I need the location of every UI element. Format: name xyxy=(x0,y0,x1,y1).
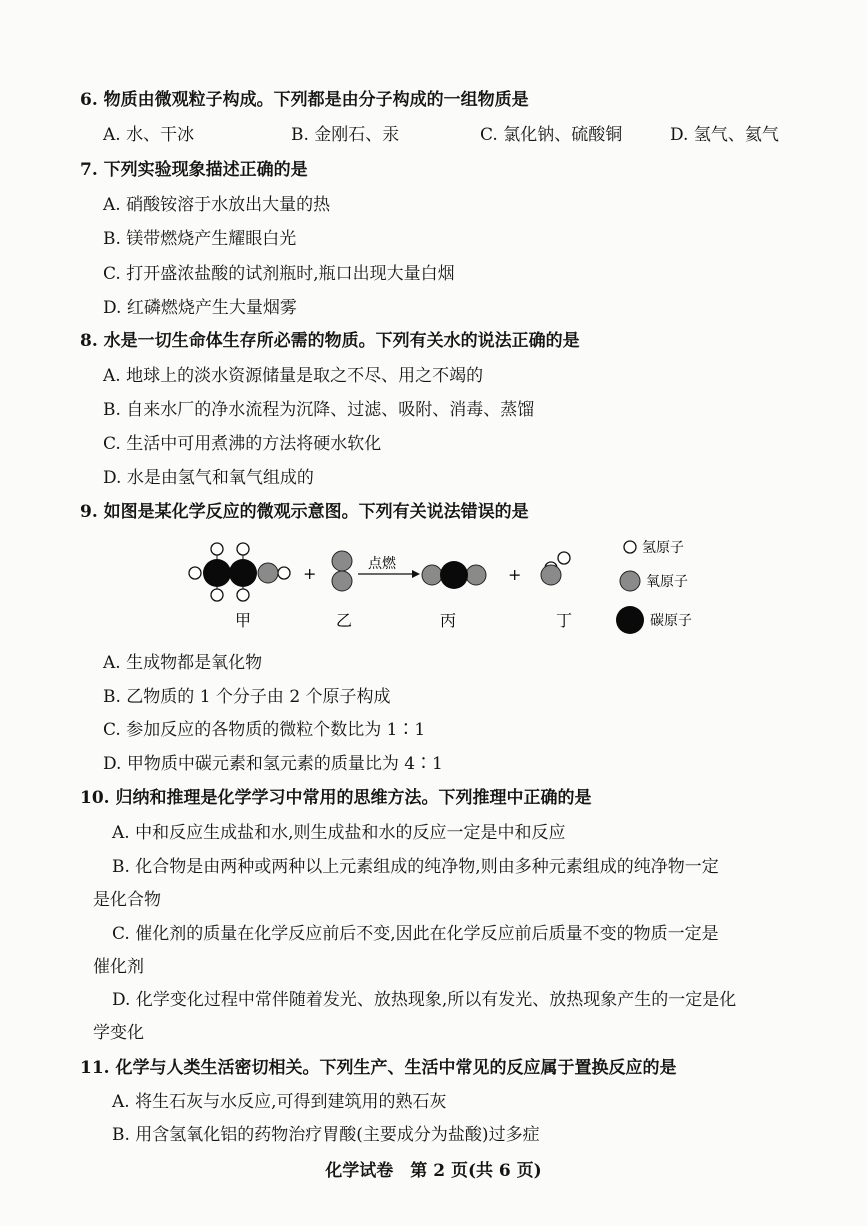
question-10-option-b: B. 化合物是由两种或两种以上元素组成的纯净物,则由多种元素组成的纯净物一定 xyxy=(112,857,719,877)
question-7-option-b: B. 镁带燃烧产生耀眼白光 xyxy=(103,229,297,249)
oxygen-atom xyxy=(332,551,352,571)
label-yi: 乙 xyxy=(336,611,353,630)
question-9-option-b: B. 乙物质的 1 个分子由 2 个原子构成 xyxy=(103,687,391,707)
question-8-stem: 8. 水是一切生命体生存所必需的物质。下列有关水的说法正确的是 xyxy=(80,331,580,351)
oxygen-atom xyxy=(422,565,442,585)
question-10-option-b-cont: 是化合物 xyxy=(93,890,161,910)
label-jia: 甲 xyxy=(235,611,252,630)
legend-carbon-swatch xyxy=(616,606,644,634)
question-10-option-c-cont: 催化剂 xyxy=(93,957,144,977)
page-footer: 化学试卷 第 2 页(共 6 页) xyxy=(325,1161,542,1181)
question-9-option-d: D. 甲物质中碳元素和氢元素的质量比为 4∶1 xyxy=(103,754,443,774)
label-ding: 丁 xyxy=(556,611,573,630)
hydrogen-atom xyxy=(237,589,249,601)
question-6-stem: 6. 物质由微观粒子构成。下列都是由分子构成的一组物质是 xyxy=(80,90,529,110)
question-7-option-c: C. 打开盛浓盐酸的试剂瓶时,瓶口出现大量白烟 xyxy=(103,264,455,284)
plus-sign: + xyxy=(303,564,317,583)
molecule-ding xyxy=(541,552,570,585)
hydrogen-atom xyxy=(237,543,249,555)
hydrogen-atom xyxy=(211,543,223,555)
oxygen-atom xyxy=(332,571,352,591)
question-6-option-a: A. 水、干冰 xyxy=(103,125,195,145)
question-9-option-c: C. 参加反应的各物质的微粒个数比为 1∶1 xyxy=(103,720,426,740)
molecule-jia xyxy=(189,543,290,601)
molecule-bing xyxy=(422,561,486,589)
question-7-stem: 7. 下列实验现象描述正确的是 xyxy=(80,160,308,180)
question-7-option-d: D. 红磷燃烧产生大量烟雾 xyxy=(103,298,297,318)
question-8-option-d: D. 水是由氢气和氧气组成的 xyxy=(103,468,314,488)
carbon-atom xyxy=(203,559,231,587)
label-bing: 丙 xyxy=(440,611,457,630)
question-10-option-d-cont: 学变化 xyxy=(93,1023,144,1043)
hydrogen-atom xyxy=(211,589,223,601)
question-7-option-a: A. 硝酸铵溶于水放出大量的热 xyxy=(103,195,331,215)
oxygen-atom xyxy=(466,565,486,585)
arrow-head xyxy=(412,570,420,578)
carbon-atom xyxy=(440,561,468,589)
hydrogen-atom xyxy=(189,567,201,579)
oxygen-atom xyxy=(541,565,561,585)
question-6-option-c: C. 氯化钠、硫酸铜 xyxy=(480,125,623,145)
hydrogen-atom xyxy=(558,552,570,564)
question-8-option-c: C. 生活中可用煮沸的方法将硬水软化 xyxy=(103,434,382,454)
plus-sign: + xyxy=(508,565,522,584)
question-11-stem: 11. 化学与人类生活密切相关。下列生产、生活中常见的反应属于置换反应的是 xyxy=(80,1058,677,1078)
reaction-condition: 点燃 xyxy=(368,556,396,572)
question-10-option-d: D. 化学变化过程中常伴随着发光、放热现象,所以有发光、放热现象产生的一定是化 xyxy=(112,990,737,1010)
question-6-option-b: B. 金刚石、汞 xyxy=(291,125,400,145)
question-9-stem: 9. 如图是某化学反应的微观示意图。下列有关说法错误的是 xyxy=(80,502,529,522)
question-10-stem: 10. 归纳和推理是化学学习中常用的思维方法。下列推理中正确的是 xyxy=(80,788,592,808)
legend-oxygen-swatch xyxy=(620,571,640,591)
question-11-option-a: A. 将生石灰与水反应,可得到建筑用的熟石灰 xyxy=(112,1092,447,1112)
question-10-option-c: C. 催化剂的质量在化学反应前后不变,因此在化学反应前后质量不变的物质一定是 xyxy=(112,924,719,944)
legend-oxygen-label: 氧原子 xyxy=(646,574,688,590)
hydrogen-atom xyxy=(278,567,290,579)
legend-hydrogen-label: 氢原子 xyxy=(642,540,684,556)
reaction-diagram xyxy=(180,530,740,640)
question-8-option-a: A. 地球上的淡水资源储量是取之不尽、用之不竭的 xyxy=(103,366,484,386)
legend xyxy=(616,540,692,634)
question-11-option-b: B. 用含氢氧化铝的药物治疗胃酸(主要成分为盐酸)过多症 xyxy=(112,1125,540,1145)
question-6-option-d: D. 氢气、氦气 xyxy=(670,125,779,145)
carbon-atom xyxy=(229,559,257,587)
legend-carbon-label: 碳原子 xyxy=(650,613,692,629)
question-9-option-a: A. 生成物都是氧化物 xyxy=(103,653,263,673)
question-6-options xyxy=(103,123,803,147)
question-10-option-a: A. 中和反应生成盐和水,则生成盐和水的反应一定是中和反应 xyxy=(112,823,566,843)
question-8-option-b: B. 自来水厂的净水流程为沉降、过滤、吸附、消毒、蒸馏 xyxy=(103,400,535,420)
oxygen-atom xyxy=(258,563,278,583)
legend-hydrogen-swatch xyxy=(624,541,636,553)
molecule-yi xyxy=(332,551,352,591)
